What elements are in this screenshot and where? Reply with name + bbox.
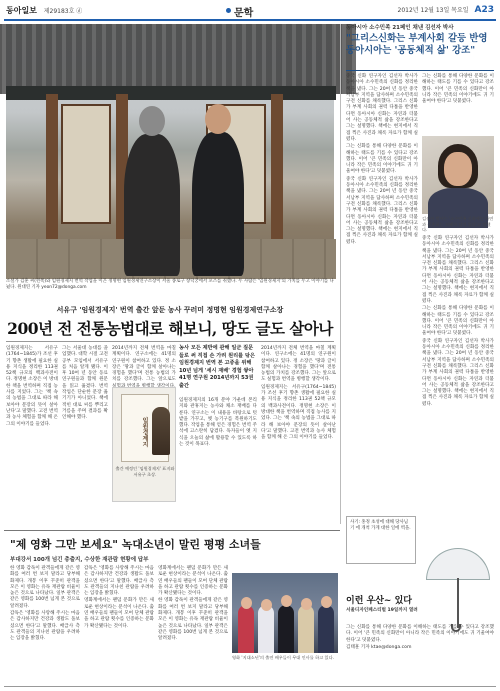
pull-quote: 농사 모든 제반에 관해 일군 질문 들로 써 직접 손 가려 원리를 닦은 임원경제지 번역 본 고증을 위해 10년 넘게 '세시 재배' 경험 쌓아 41명 연구원 2014년까지 53권 출간 [179,345,255,389]
photo-person [238,605,254,653]
portrait-figure [152,407,170,455]
photo-caption: 소설가 김훈 씨(왼쪽)와 임원경제지 번역 작업을 이끈 정명현 임원경제연구소장이 서울 종로구 창덕궁에서 포즈를 취했다. 두 사람은 '임원경제지'의 가치를 두고 이야기를 나눴다. 원대연 기자 yeon72@donga.com [6,279,334,290]
book-caption: 출간 예정인 '임원경제지' 표지와 서유구 초상. [115,466,175,477]
bottom-column-1 [10,566,80,684]
section-divider [4,530,340,531]
right-rule [346,70,494,71]
column-text: 감독은 '영화를 사랑해 주시는 마음은 감사하지만 건강과 생활도 돌보셨으면 한다'고 말했다. 배급사 측도 관객들의 지나친 관람을 우려하는 입장을 밝혔다. [84,566,154,597]
bottom-headline: "제 영화 그만 보세요" 녹대소년이 말린 평평 소녀들 [10,538,261,551]
sub-dek: 서울디자인페스티벌 19일까지 열려 [346,608,418,613]
sub-article-text [346,625,494,683]
photo-person-head [261,599,272,611]
person-right-head [205,104,231,134]
column-text: 그는 신화를 통해 다양한 문화를 이해하는 태도를 기를 수 있다고 강조했다. 이어 '큰 민족의 신화만이 아니라 작은 민족의 이야기에도 귀 기울여야 한다'고 덧붙였다. [346,144,418,175]
main-photo [6,24,334,276]
article-column-1 [6,346,58,526]
column-text: 영화계에서는 팬덤 문화가 만든 새로운 현상이라는 분석이 나온다. 출연 배우들의 팬들이 모여 단체 관람을 하고 관람 횟수를 인증하는 문화가 확산됐다는 것이다. [158,566,228,597]
page-number: A23 [474,5,494,15]
byline: 김태훈 기자 ktae@donga.com [346,644,412,650]
book-cover [121,394,169,462]
bottom-column-2 [84,566,154,684]
headline-rule [6,341,334,342]
sub-headline: 이런 우산~ 있다 [346,596,412,606]
article-column-3 [112,346,176,384]
article-column-5 [261,346,336,526]
bottom-column-3 [158,566,228,684]
column-text: 그는 신화를 통해 다양한 문화를 이해하는 태도를 기를 수 있다고 강조했다. 이어 '큰 민족의 신화만이 아니라 작은 민족의 이야기에도 귀 기울여야 한다'고 덧붙였다. [422,74,494,105]
photo-person [278,605,294,653]
masthead-paper [6,5,82,16]
column-text: 2014년까지 전체 번역을 마칠 계획이다. 연구소에는 41명의 연구원이 참여하고 있다. 정 소장은 '땅과 글이 함께 살아나는 경험을 했다'며 전통 농법의 가치를 강조했다. 그는 앞으로도 [112,346,176,383]
photo-person-head [321,596,332,608]
pillar [271,94,283,254]
bottom-dek: 부대강서 100개 넘긴 총출지, 수상한 재관람 현황에 답부 [10,557,149,563]
photo-person-head [301,598,312,610]
article-kicker: 서유구 '임원경제지' 번역 출간 앞둔 농사 꾸러미 정명현 임원경제연구소장 [56,306,284,314]
book-figure [112,387,176,502]
masthead-date [398,5,494,15]
portrait-face [444,152,472,186]
article-headline: 200년 전 전통농법대로 해보니, 땅도 글도 살아나 [7,319,333,338]
article-column-4 [179,398,257,526]
right-column-1 [346,74,418,510]
right-column-3 [422,236,494,536]
person-left-head [139,106,165,136]
column-text: 그는 신화를 통해 다양한 문화를 이해하는 태도를 기를 수 있다고 강조했다. 이어 '큰 민족의 신화만이 아니라 작은 민족의 이야기에도 귀 기울여야 한다'고 덧붙였다. [422,306,494,337]
column-text: 그는 신화를 통해 다양한 문화를 이해하는 태도를 기를 수 있다고 강조했다. 이어 '큰 민족의 신화만이 아니라 작은 민족의 이야기에도 귀 기울여야 한다'고 덧붙였다. [346,625,494,643]
bottom-photo-caption: 영화 '지대소년'의 출연 배우들이 무대 인사를 하고 있다. [232,655,334,660]
column-text: 임원경제지의 16개 분야 가운데 본리지와 관휴지는 농사와 채소 재배를 다룬다. 연구소는 이 내용을 바탕으로 텃밭을 가꾸고, 옛 농기구를 복원하기도 했다. 작업을 통해 얻은 경험은 번역 주석에 고스란히 담겼다. 독자들이 옛 지식을 오늘의 삶에 활용할 수 있도록 하는 것이 목표다. [179,398,257,448]
book-title: 임원경제지 [141,417,148,447]
photo-person-head [281,595,292,607]
column-text: 한 영화 감독이 관객들에게 같은 영화를 여러 번 보지 말라고 당부해 화제다. 개봉 이후 꾸준히 관객을 모은 이 영화는 유독 재관람 비율이 높은 것으로 나타났다. 일부 관객은 같은 영화를 100번 넘게 본 것으로 알려졌다. [158,598,228,642]
author-portrait [422,136,494,214]
column-text: 임원경제지는 서유구(1764~1845)가 조선 후기 향촌 생활에 필요한 실용 지식을 정리한 113권 52책 규모의 백과사전이다. 정명현 소장은 이 방대한 책을 번역하며 직접 농사를 지었다. 그는 '책 속의 농법을 그대로 따라 해 보아야 문장의 뜻이 살아난다'고 말했다. 고전 번역과 농사 체험을 함께 해 온 그의 이야기를 들었다. [261,384,336,441]
bottom-photo [232,573,338,653]
umbrella-shaft [457,578,459,628]
column-text: 임원경제지는 서유구(1764~1845)가 조선 후기 향촌 생활에 필요한 실용 지식을 정리한 113권 52책 규모의 백과사전이다. 정명현 소장은 이 방대한 책을 번역하며 직접 농사를 지었다. 그는 '책 속의 농법을 그대로 따라 해 보아야 문장의 뜻이 살아난다'고 말했다. 고전 번역과 농사 체험을 함께 해 온 그의 이야기를 들었다. [6,346,58,427]
column-text: 감독은 '영화를 사랑해 주시는 마음은 감사하지만 건강과 생활도 돌보셨으면 한다'고 말했다. 배급사 측도 관객들의 지나친 관람을 우려하는 입장을 밝혔다. [10,611,80,642]
column-divider [340,24,341,524]
photo-person [318,605,334,653]
column-text: 그는 서울대 농대를 졸업했다. 대학 시절 고전 공부 모임에서 서유구를 처음 알게 됐다. 이후 10여 년 동안 동료 연구원들과 함께 원문을 읽고 옮겼다. 번역 작업은 단순한 문장 옮기기가 아니었다. 책에 적힌 대로 씨를 뿌리고 거름을 주며 결과를 확인해야 했다. [62,346,108,421]
person-right [192,132,244,276]
wall-panel [61,104,111,224]
photo-person [298,605,314,653]
column-text: 중국 신화 연구자인 김선자 박사가 동아시아 소수민족의 신화를 정리한 책을 냈다. 그는 20여 년 동안 중국 서남부 지역을 답사하며 소수민족의 구전 신화를 채록했다. 그리스 신화가 부계 사회의 권력 다툼을 반영한다면 동아시아 신화는 자연과 더불어 사는 공동체적 삶을 강조한다고 그는 설명했다. 책에는 현지에서 직접 찍은 사진과 채록 자료가 함께 실렸다. [346,74,418,142]
info-box: 사기: 홍정 초성에 대해 당사님기 에 개척 가게 대한 일에 벽을. [346,516,416,564]
right-column-2 [422,74,494,134]
portrait-caption: 김선자 박사는 '소수민족 신화에는 자연과 공존하는 지혜가 담겨 있다'고 말했다. [422,216,494,233]
person-left [124,134,180,276]
column-text: 한 영화 감독이 관객들에게 같은 영화를 여러 번 보지 말라고 당부해 화제다. 개봉 이후 꾸준히 관객을 모은 이 영화는 유독 재관람 비율이 높은 것으로 나타났다. 일부 관객은 같은 영화를 100번 넘게 본 것으로 알려졌다. [10,566,80,609]
column-text: 2014년까지 전체 번역을 마칠 계획이다. 연구소에는 41명의 연구원이 참여하고 있다. 정 소장은 '땅과 글이 함께 살아나는 경험을 했다'며 전통 농법의 가치를 강조했다. 그는 앞으로도 실험과 번역을 병행할 생각이다. [261,346,336,383]
masthead-rule [4,19,496,21]
paper-name: 동아일보 [6,6,37,15]
footer-rule [4,686,496,687]
photo-person-head [241,597,252,609]
umbrella-canopy [426,548,490,580]
masthead [0,0,500,22]
right-headline: "그리스신화는 부계사회 갈등 반영 동아시아는 '공동체적 삶' 강조" [346,33,488,56]
column-text: 영화계에서는 팬덤 문화가 만든 새로운 현상이라는 분석이 나온다. 출연 배우들의 팬들이 모여 단체 관람을 하고 관람 횟수를 인증하는 문화가 확산됐다는 것이다. [84,598,154,629]
issue-date: 2012년 12월 13일 목요일 [397,7,469,14]
palace-roof [0,24,356,94]
article-column-2 [62,346,108,526]
right-kicker: 동아시아 소수민족 21페인 채낸 김선자 박사 [346,25,454,31]
pillar [46,94,58,254]
column-text: 중국 신화 연구자인 김선자 박사가 동아시아 소수민족의 신화를 정리한 책을 냈다. 그는 20여 년 동안 중국 서남부 지역을 답사하며 소수민족의 구전 신화를 채록했다. 그리스 신화가 부계 사회의 권력 다툼을 반영한다면 동아시아 신화는 자연과 더불어 사는 공동체적 삶을 강조한다고 그는 설명했다. 책에는 현지에서 직접 찍은 사진과 채록 자료가 함께 실렸다. [422,236,494,304]
photo-person [258,605,274,653]
issue-number: 제29183호 ⓓ [43,8,83,15]
section-title: 문학 [234,4,253,19]
column-text: 중국 신화 연구자인 김선자 박사가 동아시아 소수민족의 신화를 정리한 책을 냈다. 그는 20여 년 동안 중국 서남부 지역을 답사하며 소수민족의 구전 신화를 채록했다. 그리스 신화가 부계 사회의 권력 다툼을 반영한다면 동아시아 신화는 자연과 더불어 사는 공동체적 삶을 강조한다고 그는 설명했다. 책에는 현지에서 직접 찍은 사진과 채록 자료가 함께 실렸다. [346,176,418,245]
column-text: 중국 신화 연구자인 김선자 박사가 동아시아 소수민족의 신화를 정리한 책을 냈다. 그는 20여 년 동안 중국 서남부 지역을 답사하며 소수민족의 구전 신화를 채록했다. 그리스 신화가 부계 사회의 권력 다툼을 반영한다면 동아시아 신화는 자연과 더불어 사는 공동체적 삶을 강조한다고 그는 설명했다. 책에는 현지에서 직접 찍은 사진과 채록 자료가 함께 실렸다. [422,338,494,407]
